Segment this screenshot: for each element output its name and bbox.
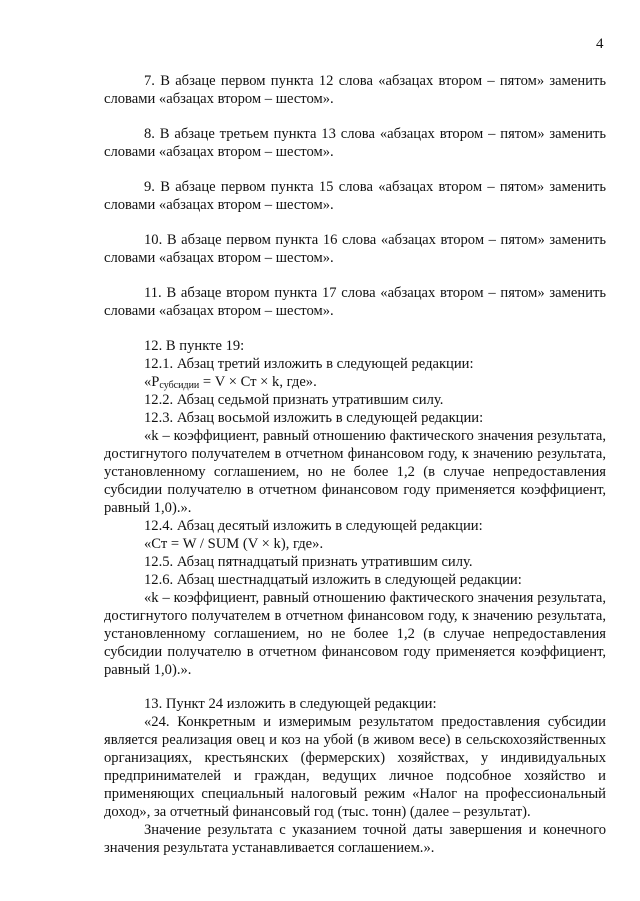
formula-subsidy <box>104 373 606 391</box>
formula-subsidy-subscript: субсидии <box>159 380 200 391</box>
item-10: 10. В абзаце первом пункта 16 слова «абзацах втором – пятом» заменить словами «абзацах втором – шестом». <box>104 232 606 266</box>
formula-subsidy-prefix: «P <box>144 374 160 390</box>
formula-rate: «Ст = W / SUM (V × k), где». <box>144 536 324 552</box>
item-12-heading: 12. В пункте 19: <box>144 338 245 354</box>
document-body <box>104 72 606 857</box>
page-number: 4 <box>596 36 604 52</box>
item-9: 9. В абзаце первом пункта 15 слова «абзацах втором – пятом» заменить словами «абзацах втором – шестом». <box>104 179 606 213</box>
quote-k-coefficient-1: «k – коэффициент, равный отношению фактического значения результата, достигнутого получателем в отчетном финансовом году, к значению результата, установленному соглашением, но не более 1,2 (в случае непредоставления субсидии получателю в отчетном финансовом году применяется коэффициент, равный 1,0).». <box>104 428 606 516</box>
formula-subsidy-rest: = V × Ст × k, где». <box>199 374 317 390</box>
item-11: 11. В абзаце втором пункта 17 слова «абзацах втором – пятом» заменить словами «абзацах втором – шестом». <box>104 285 606 319</box>
item-13-paragraph-2: Значение результата с указанием точной даты завершения и конечного значения результата устанавливается соглашением.». <box>104 822 606 856</box>
item-12-6: 12.6. Абзац шестнадцатый изложить в следующей редакции: <box>144 572 522 588</box>
item-12-4: 12.4. Абзац десятый изложить в следующей редакции: <box>144 518 483 534</box>
item-8: 8. В абзаце третьем пункта 13 слова «абзацах втором – пятом» заменить словами «абзацах втором – шестом». <box>104 126 606 160</box>
item-12-3: 12.3. Абзац восьмой изложить в следующей редакции: <box>144 410 484 426</box>
item-13-heading: 13. Пункт 24 изложить в следующей редакции: <box>144 696 437 712</box>
item-13-paragraph-1: «24. Конкретным и измеримым результатом предоставления субсидии является реализация овец и коз на убой (в живом весе) в сельскохозяйственных организациях, крестьянских (фермерских) хозяйствах, у индивидуальных предпринимателей и граждан, ведущих личное подсобное хозяйство и применяющих специальный налоговый режим «Налог на профессиональный доход», за отчетный финансовый год (тыс. тонн) (далее – результат). <box>104 714 606 820</box>
item-12-1: 12.1. Абзац третий изложить в следующей редакции: <box>144 356 474 372</box>
quote-k-coefficient-2: «k – коэффициент, равный отношению фактического значения результата, достигнутого получателем в отчетном финансовом году, к значению результата, установленному соглашением, но не более 1,2 (в случае непредоставления субсидии получателю в отчетном финансовом году применяется коэффициент, равный 1,0).». <box>104 590 606 678</box>
item-7: 7. В абзаце первом пункта 12 слова «абзацах втором – пятом» заменить словами «абзацах втором – шестом». <box>104 73 606 107</box>
item-12-2: 12.2. Абзац седьмой признать утратившим силу. <box>144 392 444 408</box>
item-12-5: 12.5. Абзац пятнадцатый признать утратившим силу. <box>144 554 473 570</box>
